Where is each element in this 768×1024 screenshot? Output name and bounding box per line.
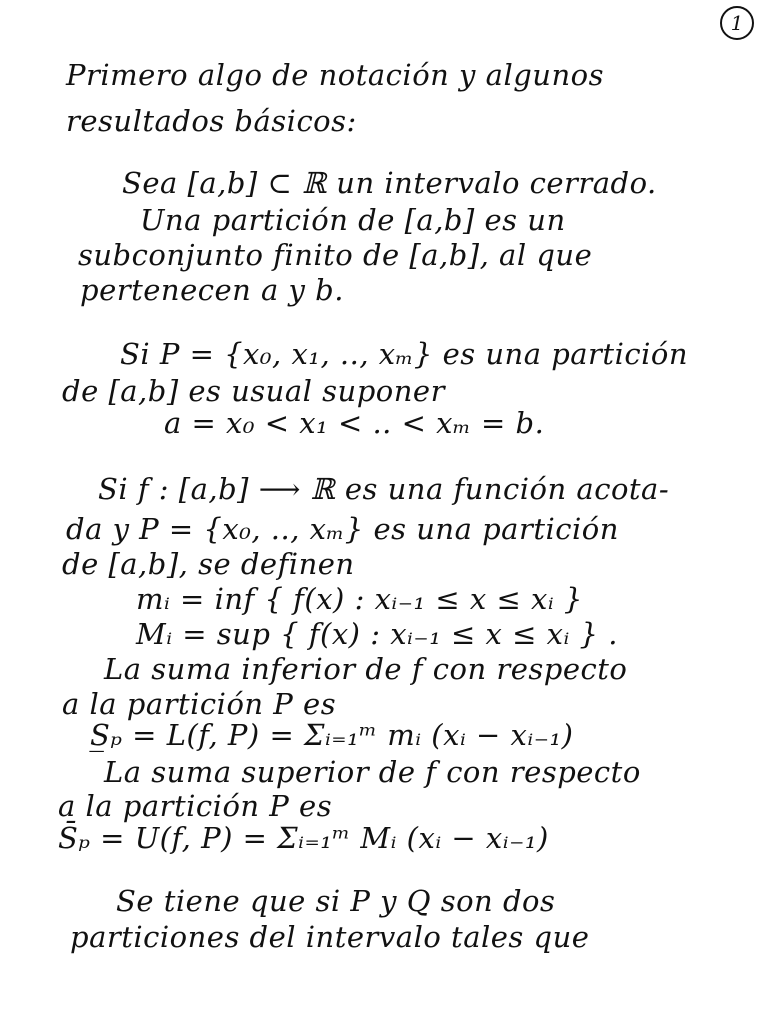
formula-line: Mᵢ = sup { f(x) : xᵢ₋₁ ≤ x ≤ xᵢ } . bbox=[136, 617, 618, 651]
text-line: La suma inferior de f con respecto bbox=[104, 652, 628, 686]
text-line: Una partición de [a,b] es un bbox=[140, 203, 566, 237]
text-line: Sea [a,b] ⊂ ℝ un intervalo cerrado. bbox=[122, 166, 657, 200]
page-number: 1 bbox=[720, 6, 754, 40]
text-line: a la partición P es bbox=[58, 789, 333, 823]
text-line: Primero algo de notación y algunos bbox=[66, 58, 604, 92]
text-line: de [a,b] es usual suponer bbox=[62, 374, 445, 408]
text-line: Se tiene que si P y Q son dos bbox=[116, 884, 556, 918]
text-line: particiones del intervalo tales que bbox=[70, 920, 590, 954]
text-line: Si P = {x₀, x₁, .., xₘ} es una partición bbox=[120, 337, 688, 371]
text-line: a la partición P es bbox=[62, 687, 337, 721]
text-line: da y P = {x₀, .., xₘ} es una partición bbox=[66, 512, 619, 546]
text-line: subconjunto finito de [a,b], al que bbox=[78, 238, 593, 272]
formula-line: S̲ₚ = L(f, P) = Σᵢ₌₁ᵐ mᵢ (xᵢ − xᵢ₋₁) bbox=[90, 718, 574, 752]
text-line: resultados básicos: bbox=[66, 104, 357, 138]
formula-line: S̄ₚ = U(f, P) = Σᵢ₌₁ᵐ Mᵢ (xᵢ − xᵢ₋₁) bbox=[58, 821, 549, 855]
formula-line: a = x₀ < x₁ < .. < xₘ = b. bbox=[164, 406, 545, 440]
text-line: de [a,b], se definen bbox=[62, 547, 355, 581]
formula-line: mᵢ = inf { f(x) : xᵢ₋₁ ≤ x ≤ xᵢ } bbox=[136, 582, 583, 616]
text-line: Si f : [a,b] ⟶ ℝ es una función acota- bbox=[98, 472, 670, 506]
text-line: La suma superior de f con respecto bbox=[104, 755, 641, 789]
text-line: pertenecen a y b. bbox=[80, 273, 344, 307]
